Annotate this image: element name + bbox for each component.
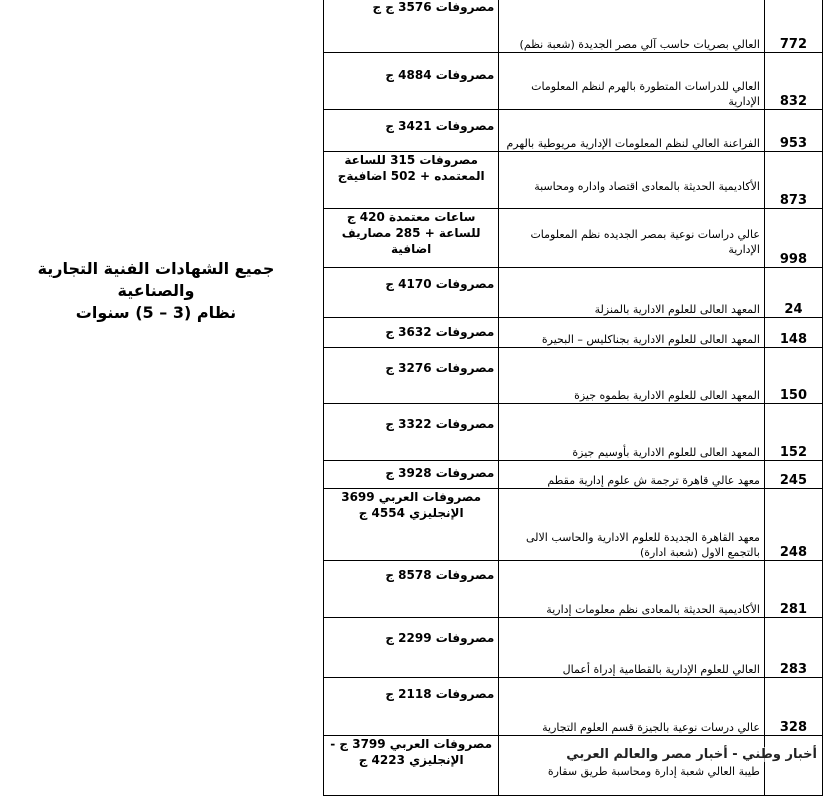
table-row <box>324 318 823 348</box>
table-row <box>324 0 823 53</box>
table-row <box>324 461 823 489</box>
table-row <box>324 268 823 318</box>
institute-cell: العالي للعلوم الإدارية بالقطامية إدراة أعمال <box>499 618 765 678</box>
table-row <box>324 53 823 110</box>
table-row <box>324 561 823 618</box>
table-row <box>324 152 823 209</box>
code-cell: 772 <box>764 0 822 53</box>
code-cell: 283 <box>764 618 822 678</box>
fee-cell: مصروفات 3576 ج ج <box>324 0 499 53</box>
table-row <box>324 348 823 404</box>
fee-cell: مصروفات 315 للساعة المعتمده + 502 اضافيةج <box>324 152 499 209</box>
institute-cell: طيبة العالي شعبة إدارة ومحاسبة طريق سقارة <box>499 736 765 796</box>
fee-cell: مصروفات 3632 ج <box>324 318 499 348</box>
fee-cell: مصروفات 3928 ج <box>324 461 499 489</box>
institute-cell: الأكاديمية الحديثة بالمعادى نظم معلومات إدارية <box>499 561 765 618</box>
fee-cell: ساعات معتمدة 420 ج للساعة + 285 مصاريف اضافية <box>324 209 499 268</box>
code-cell: 328 <box>764 678 822 736</box>
institute-cell: معهد عالي قاهرة ترجمة ش علوم إدارية مقطم <box>499 461 765 489</box>
code-cell <box>764 736 822 796</box>
side-heading-line2: نظام (3 – 5) سنوات <box>75 303 237 322</box>
fee-cell: مصروفات 3276 ج <box>324 348 499 404</box>
code-cell: 281 <box>764 561 822 618</box>
institute-cell: الفراعنة العالي لنظم المعلومات الإدارية مريوطية بالهرم <box>499 110 765 152</box>
fee-cell: مصروفات العربي 3799 ج - الإنجليزي 4223 ج <box>324 736 499 796</box>
table-row <box>324 110 823 152</box>
code-cell: 24 <box>764 268 822 318</box>
institutes-table <box>323 0 823 796</box>
institute-cell: المعهد العالى للعلوم الادارية بأوسيم جيزة <box>499 404 765 461</box>
code-cell: 832 <box>764 53 822 110</box>
fee-cell: مصروفات 2299 ج <box>324 618 499 678</box>
table-row <box>324 209 823 268</box>
code-cell: 152 <box>764 404 822 461</box>
code-cell: 873 <box>764 152 822 209</box>
fee-cell: مصروفات 2118 ج <box>324 678 499 736</box>
institute-cell: معهد القاهرة الجديدة للعلوم الادارية والحاسب الالى بالتجمع الاول (شعبة ادارة) <box>499 489 765 561</box>
institute-cell: المعهد العالى للعلوم الادارية بطموه جيزة <box>499 348 765 404</box>
fee-cell: مصروفات 3421 ج <box>324 110 499 152</box>
code-cell: 953 <box>764 110 822 152</box>
institute-cell: العالي بصريات حاسب آلي مصر الجديدة (شعبة نظم) <box>499 0 765 53</box>
fee-cell: مصروفات 4884 ج <box>324 53 499 110</box>
institute-cell: المعهد العالى للعلوم الادارية بالمنزلة <box>499 268 765 318</box>
institute-cell: عالي درسات نوعية بالجيزة قسم العلوم التجارية <box>499 678 765 736</box>
institute-cell: العالي للدراسات المتطورة بالهرم لنظم المعلومات الإدارية <box>499 53 765 110</box>
side-heading <box>0 258 312 324</box>
fee-cell: مصروفات العربي 3699 الإنجليزي 4554 ج <box>324 489 499 561</box>
institute-cell: المعهد العالى للعلوم الادارية بجناكليس – البحيرة <box>499 318 765 348</box>
code-cell: 148 <box>764 318 822 348</box>
fee-cell: مصروفات 8578 ج <box>324 561 499 618</box>
institute-cell: الأكاديمية الحديثة بالمعادى اقتصاد واداره ومحاسبة <box>499 152 765 209</box>
site-watermark: أخبار وطني - أخبار مصر والعالم العربي <box>566 747 817 762</box>
table-row <box>324 618 823 678</box>
fee-cell: مصروفات 4170 ج <box>324 268 499 318</box>
table-row <box>324 404 823 461</box>
code-cell: 248 <box>764 489 822 561</box>
institute-cell: عالي دراسات نوعية بمصر الجديده نظم المعلومات الإدارية <box>499 209 765 268</box>
code-cell: 998 <box>764 209 822 268</box>
table-row <box>324 489 823 561</box>
side-heading-line1: جميع الشهادات الفنية التجارية والصناعية <box>37 259 275 300</box>
code-cell: 245 <box>764 461 822 489</box>
table-row <box>324 736 823 796</box>
table-row <box>324 678 823 736</box>
fee-cell: مصروفات 3322 ج <box>324 404 499 461</box>
code-cell: 150 <box>764 348 822 404</box>
